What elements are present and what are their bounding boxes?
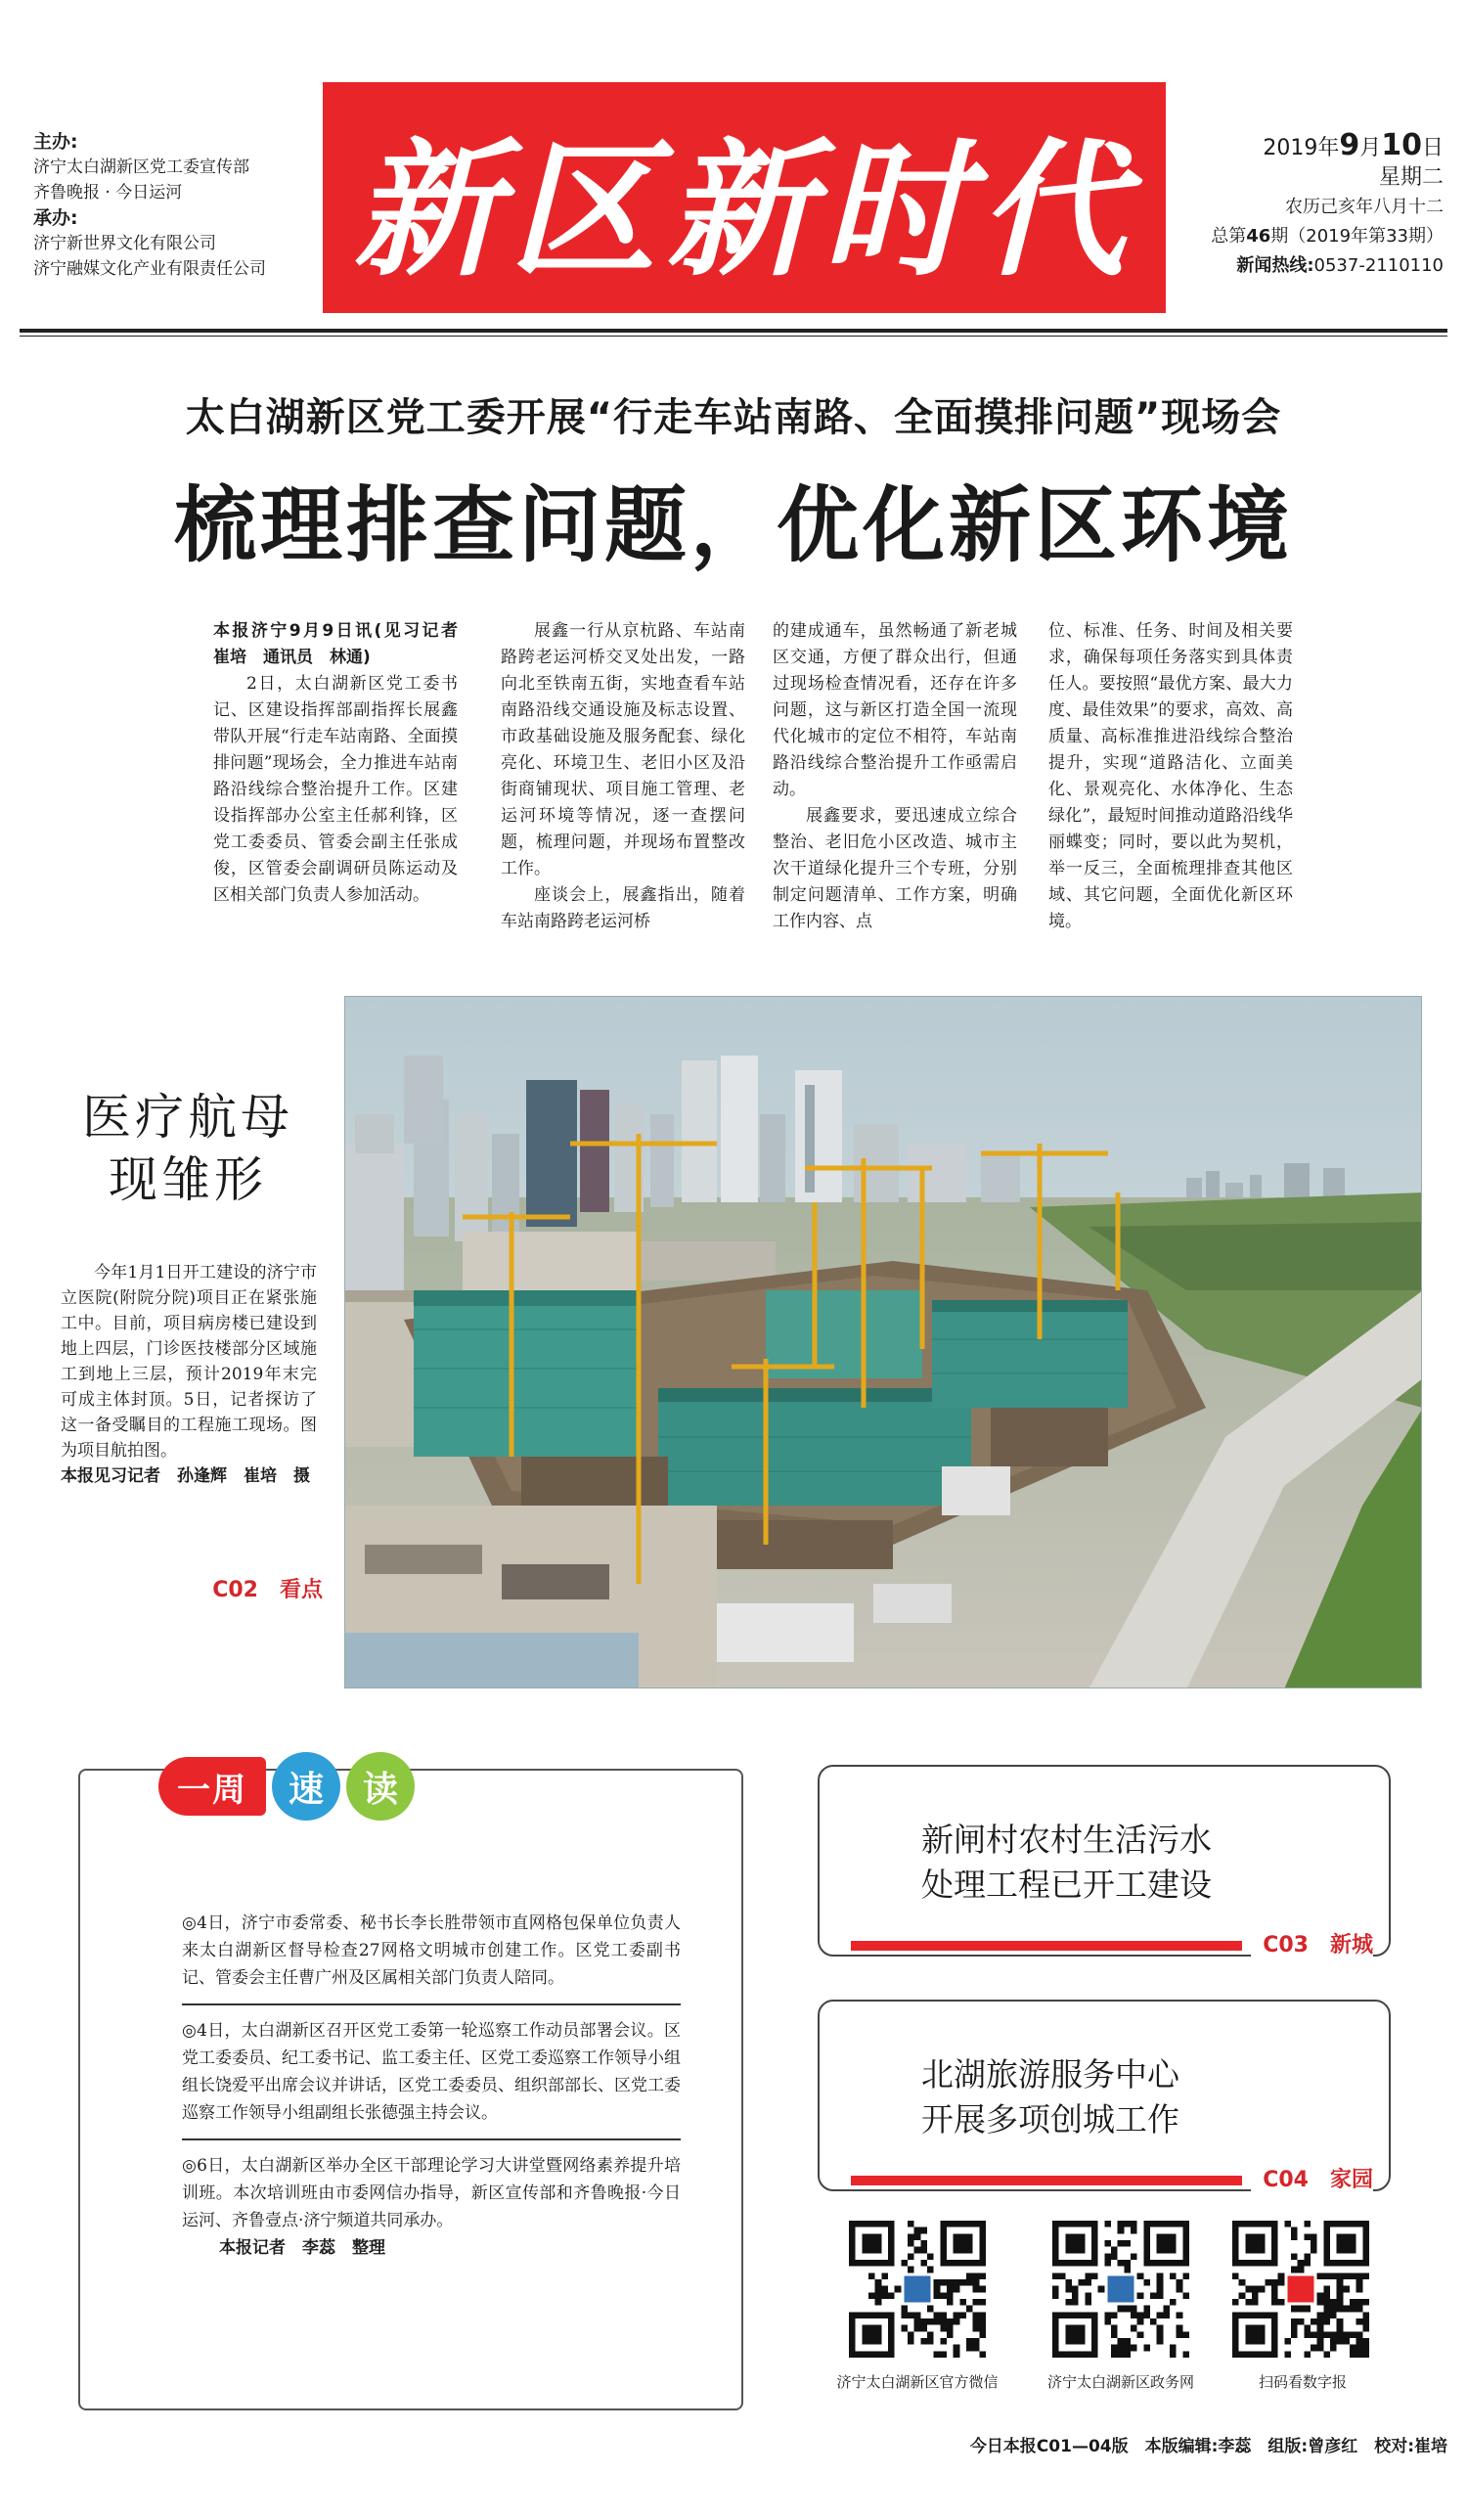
teaser-ref-bar	[851, 2176, 1242, 2185]
article-column-1	[213, 618, 474, 909]
article-kicker: 太白湖新区党工委开展“行走车站南路、全面摸排问题”现场会	[185, 395, 1282, 440]
sponsor-line: 济宁太白湖新区党工委宣传部	[33, 158, 249, 177]
weekly-credit: 本报记者 李蕊 整理	[219, 2238, 385, 2258]
article-headline: 梳理排查问题，优化新区环境	[173, 476, 1293, 573]
badge-segment: 速	[272, 1752, 340, 1821]
page-footer: 今日本报C01—04版 本版编辑:李蕊 组版:曾彦红 校对:崔培	[969, 2437, 1447, 2456]
contractor-label: 承办:	[33, 207, 78, 229]
masthead-rule	[20, 329, 1447, 333]
list-item: ◎4日，太白湖新区召开区党工委第一轮巡察工作动员部署会议。区党工委委员、纪工委书记、监工委主任、区党工委巡察工作领导小组组长饶爱平出席会议并讲话，区党工委委员、组织部部长、区党工委巡察工作领导小组副组长张德强主持会议。	[182, 2017, 681, 2140]
feature-caption-text: 今年1月1日开工建设的济宁市立医院(附院分院)项目正在紧张施工中。目前，项目病房楼已建设到地上四层，门诊医技楼部分区域施工到地上三层，预计2019年末完可成主体封顶。5日，记者探访了这一备受瞩目的工程施工现场。图为项目航拍图。	[61, 1263, 317, 1461]
qr-code-icon[interactable]	[849, 2221, 986, 2358]
teaser-title: 新闸村农村生活污水 处理工程已开工建设	[921, 1821, 1212, 1904]
qr-code-icon[interactable]	[1052, 2221, 1189, 2358]
badge-segment: 一周	[158, 1757, 266, 1816]
article-column-3	[773, 618, 1017, 935]
feature-page-ref[interactable]: C02 看点	[212, 1578, 323, 1602]
aerial-construction-photo	[344, 996, 1422, 1688]
date-block	[1179, 128, 1444, 281]
issue-number: 总第46期（2019年第33期）	[1211, 226, 1444, 247]
teaser-card[interactable]	[818, 1765, 1391, 1957]
feature-title: 医疗航母 现雏形	[82, 1089, 293, 1208]
weekly-brief-badge	[158, 1741, 415, 1831]
article-paragraph: 座谈会上，展鑫指出，随着车站南路跨老运河桥	[501, 885, 745, 931]
sponsor-label: 主办:	[33, 131, 78, 153]
list-item: ◎6日，太白湖新区举办全区干部理论学习大讲堂暨网络素养提升培训班。本次培训班由市委网信办指导，新区宣传部和齐鲁晚报·今日运河、齐鲁壹点·济宁频道共同承办。 本报记者 李蕊 整理	[182, 2152, 681, 2273]
weekday: 星期二	[1378, 165, 1444, 190]
qr-label: 济宁太白湖新区官方微信	[836, 2373, 999, 2391]
article-column-4	[1048, 618, 1293, 935]
feature-caption	[61, 1260, 317, 1489]
sponsor-block	[33, 129, 317, 282]
list-item: ◎4日，济宁市委常委、秘书长李长胜带领市直网格包保单位负责人来太白湖新区督导检查27网格文明城市创建工作。区党工委副书记、管委会主任曹广州及区属相关部门负责人陪同。	[182, 1910, 681, 2005]
issue-date: 2019年9月10日	[1263, 128, 1444, 162]
article-paragraph: 2日，太白湖新区党工委书记、区建设指挥部副指挥长展鑫带队开展“行走车站南路、全面摸排问题”现场会，全力推进车站南路沿线综合整治提升工作。区建设指挥部办公室主任郝利锋，区党工委委员、管委会副主任张成俊，区管委会副调研员陈运动及区相关部门负责人参加活动。	[213, 674, 458, 905]
article-paragraph: 位、标准、任务、时间及相关要求，确保每项任务落实到具体责任人。要按照“最优方案、最大力度、最佳效果”的要求，高效、高质量、高标准推进沿线综合整治提升，实现“道路洁化、立面美化、景观亮化、水体净化、生态绿化”，最短时间推动道路沿线华丽蝶变；同时，要以此为契机，举一反三，全面梳理排查其他区域、其它问题，全面优化新区环境。	[1048, 621, 1293, 931]
badge-segment: 读	[346, 1752, 415, 1821]
article-paragraph: 展鑫一行从京杭路、车站南路跨老运河桥交叉处出发，一路向北至铁南五街，实地查看车站南路沿线交通设施及标志设置、市政基础设施及服务配套、绿化亮化、环境卫生、老旧小区及沿街商铺现状、项目施工管理、老运河环境等情况，逐一查摆问题，梳理问题，并现场布置整改工作。	[501, 621, 745, 878]
article-lead: 本报济宁9月9日讯(见习记者 崔培 通讯员 林通)	[213, 621, 474, 667]
teaser-page-ref: C04 家园	[841, 2166, 1389, 2193]
lunar-date: 农历己亥年八月十二	[1285, 197, 1444, 217]
qr-code-icon[interactable]	[1232, 2221, 1369, 2358]
qr-label: 扫码看数字报	[1258, 2373, 1347, 2391]
qr-label: 济宁太白湖新区政务网	[1046, 2373, 1194, 2391]
article-column-2	[501, 618, 745, 935]
contractor-line: 济宁新世界文化有限公司	[33, 234, 216, 253]
masthead-logo	[323, 82, 1166, 313]
masthead-rule-thin	[20, 336, 1447, 337]
contractor-line: 济宁融媒文化产业有限责任公司	[33, 259, 266, 279]
teaser-title: 北湖旅游服务中心 开展多项创城工作	[921, 2055, 1179, 2138]
teaser-ref-bar	[851, 1941, 1242, 1951]
feature-credit: 本报见习记者 孙逢辉 崔培 摄	[61, 1466, 310, 1486]
sponsor-line: 齐鲁晚报 · 今日运河	[33, 183, 183, 202]
article-paragraph: 展鑫要求，要迅速成立综合整治、老旧危小区改造、城市主次干道绿化提升三个专班，分别制定问题清单、工作方案，明确工作内容、点	[773, 806, 1017, 931]
article-paragraph: 的建成通车，虽然畅通了新老城区交通，方便了群众出行，但通过现场检查情况看，还存在许多问题，这与新区打造全国一流现代化城市的定位不相符，车站南路沿线综合整治提升工作亟需启动。	[773, 621, 1017, 799]
teaser-page-ref: C03 新城	[841, 1931, 1389, 1958]
weekly-brief-list	[182, 1910, 681, 2285]
masthead-title: 新区新时代	[352, 124, 1135, 296]
teaser-card[interactable]	[818, 2000, 1391, 2191]
news-hotline: 新闻热线:0537-2110110	[1236, 255, 1444, 276]
